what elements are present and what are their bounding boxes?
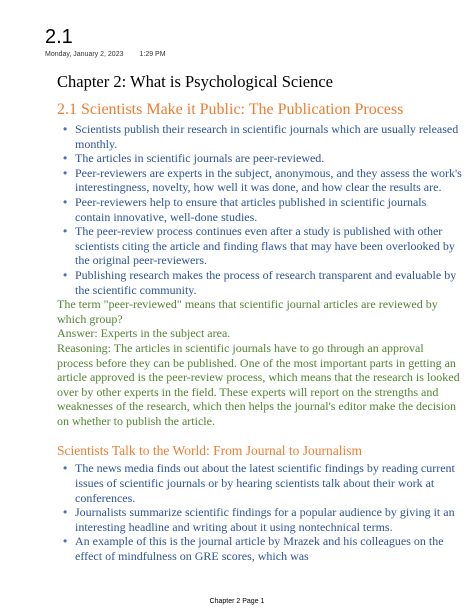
section-heading-journalism: Scientists Talk to the World: From Journal to Journalism bbox=[57, 443, 362, 459]
list-item: • An example of this is the journal article by Mrazek and his colleagues on the effect of mindfulness on GRE scores, which was bbox=[75, 534, 462, 563]
note-content[interactable] bbox=[57, 70, 462, 564]
list-item: • Peer-reviewers help to ensure that articles published in scientific journals contain innovative, well-done studies. bbox=[75, 195, 462, 224]
page-title: 2.1 bbox=[45, 26, 73, 48]
bullet-list-journalism bbox=[57, 461, 462, 563]
list-item: • Peer-reviewers are experts in the subject, anonymous, and they assess the work's interestingness, novelty, how well it was done, and how clear the results are. bbox=[75, 166, 462, 195]
answer-text: Answer: Experts in the subject area. bbox=[57, 326, 231, 341]
chapter-title: Chapter 2: What is Psychological Science bbox=[57, 72, 334, 91]
list-item: • Publishing research makes the process of research transparent and evaluable by the scientific community. bbox=[75, 268, 462, 297]
bullet-list-publication bbox=[57, 122, 462, 297]
list-item: • The articles in scientific journals are peer-reviewed. bbox=[75, 151, 462, 166]
list-item: • The peer-review process continues even after a study is published with other scientists citing the article and finding flaws that may have been overlooked by the original peer-reviewers. bbox=[75, 224, 462, 268]
question-text: The term "peer-reviewed" means that scientific journal articles are reviewed by which group? bbox=[57, 297, 438, 326]
reasoning-text: Reasoning: The articles in scientific journals have to go through an approval process before they can be published. One of the most important parts in getting an article approved is the peer-review process, which means that the research is looked over by other experts in the field. These experts will report on the strengths and weaknesses of the research, which then helps the journal's editor make the decision on whether to publish the article. bbox=[57, 340, 460, 428]
list-item: • Scientists publish their research in scientific journals which are usually released monthly. bbox=[75, 122, 462, 151]
list-item: • The news media finds out about the latest scientific findings by reading current issues of scientific journals or by hearing scientists talk about their work at conferences. bbox=[75, 461, 462, 505]
page-time: 1:29 PM bbox=[139, 51, 166, 58]
list-item: • Journalists summarize scientific findings for a popular audience by giving it an interesting headline and writing about it using nontechnical terms. bbox=[75, 505, 462, 534]
page-date: Monday, January 2, 2023 bbox=[45, 51, 124, 58]
section-heading-publication: 2.1 Scientists Make it Public: The Publication Process bbox=[57, 101, 404, 118]
page-metadata bbox=[45, 51, 166, 58]
page-footer: Chapter 2 Page 1 bbox=[209, 598, 265, 605]
